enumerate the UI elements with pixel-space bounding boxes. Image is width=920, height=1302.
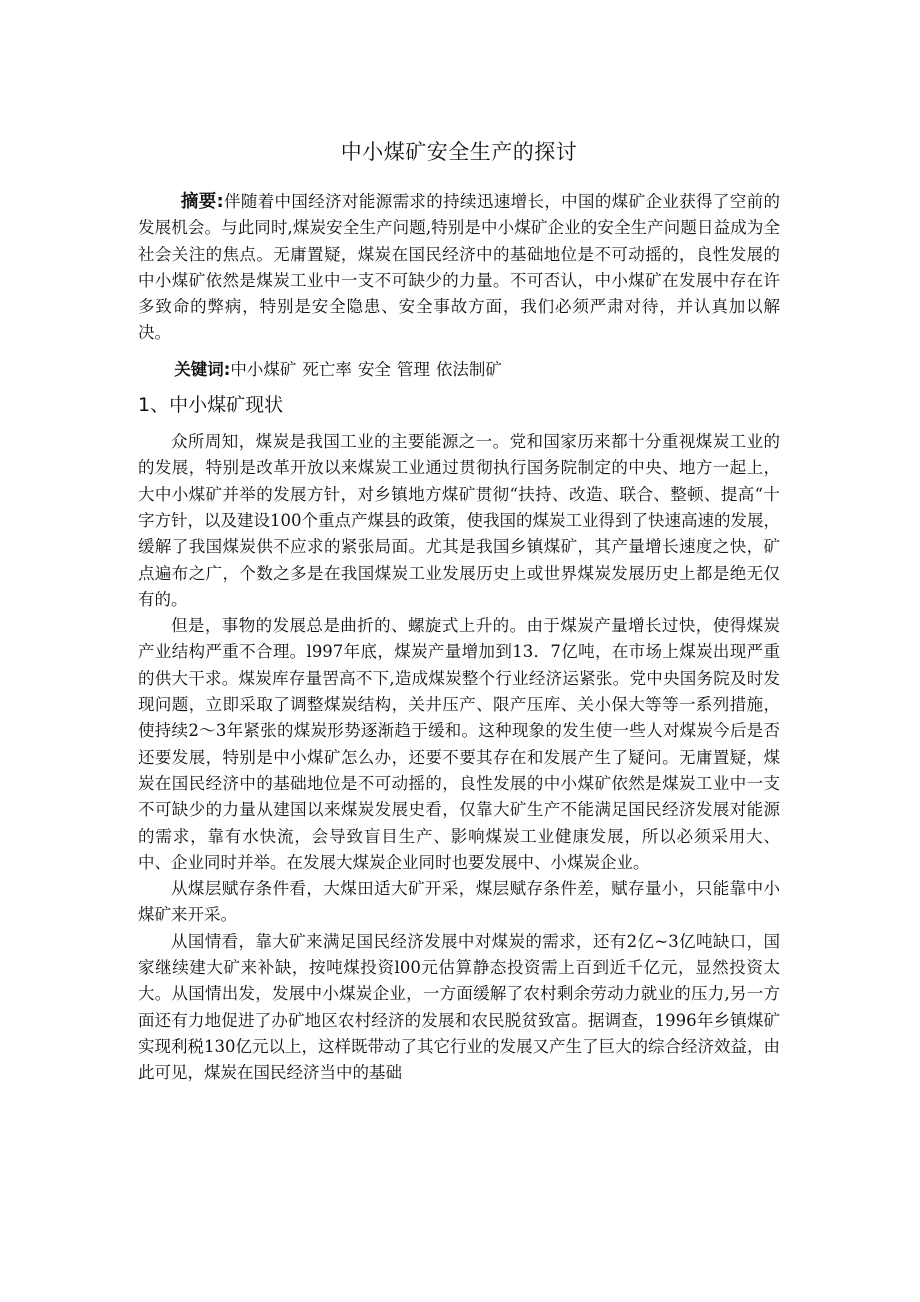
body-paragraph: 众所周知，煤炭是我国工业的主要能源之一。党和国家历来都十分重视煤炭工业的的发展，特别是改革开放以来煤炭工业通过贯彻执行国务院制定的中央、地方一起上，大中小煤矿并举的发展方针，对乡镇地方煤矿贯彻“扶持、改造、联合、整顿、提高“十字方针，以及建设100个重点产煤县的政策，使我国的煤炭工业得到了快速高速的发展，缓解了我国煤炭供不应求的紧张局面。尤其是我国乡镇煤矿，其产量增长速度之快，矿点遍布之广，个数之多是在我国煤炭工业发展历史上或世界煤炭发展历史上都是绝无仅有的。	[138, 432, 780, 609]
keyword-item: 依法制矿	[435, 359, 502, 379]
document-title: 中小煤矿安全生产的探讨	[340, 140, 578, 164]
keywords-line	[138, 357, 780, 383]
body-paragraph: 从煤层赋存条件看，大煤田适大矿开采，煤层赋存条件差，赋存量小，只能靠中小煤矿来开采。	[138, 879, 780, 925]
body-paragraph: 但是，事物的发展总是曲折的、螺旋式上升的。由于煤炭产量增长过快，使得煤炭产业结构严重不合理。l997年底，煤炭产量增加到13．7亿吨，在市场上煤炭出现严重的供大干求。煤炭库存量罟高不下,造成煤炭整个行业经济运紧张。党中央国务院及时发现问题，立即采取了调整煤炭结构，关井压产、限产压库、关小保大等等一系列措施，使持续2～3年紧张的煤炭形势逐渐趋于缓和。这种现象的发生使一些人对煤炭今后是否还要发展，特别是中小煤矿怎么办，还要不要其存在和发展产生了疑问。无庸置疑，煤炭在国民经济中的基础地位是不可动摇的，良性发展的中小煤矿依然是煤炭工业中一支不可缺少的力量从建国以来煤炭发展史看，仅靠大矿生产不能满足国民经济发展对能源的需求，靠有水快流，会导致盲目生产、影响煤炭工业健康发展，所以必须采用大、中、企业同时并举。在发展大煤炭企业同时也要发展中、小煤炭企业。	[138, 616, 780, 872]
keywords-label: 关键词:	[174, 359, 231, 379]
keyword-item: 死亡率	[302, 359, 352, 379]
body-paragraph: 从国情看，靠大矿来满足国民经济发展中对煤炭的需求，还有2亿~3亿吨缺口，国家继续建大矿来补缺，按吨煤投资l00元估算静态投资需上百到近千亿元，显然投资太大。从国情出发，发展中小煤炭企业，一方面缓解了农村剩余劳动力就业的压力,另一方面还有力地促进了办矿地区农村经济的发展和农民脱贫致富。据调查，1996年乡镇煤矿实现利税130亿元以上，这样既带动了其它行业的发展又产生了巨大的综合经济效益，由此可见，煤炭在国民经济当中的基础	[138, 931, 780, 1083]
abstract-text: 伴随着中国经济对能源需求的持续迅速增长，中国的煤矿企业获得了空前的发展机会。与此同时,煤炭安全生产问题,特别是中小煤矿企业的安全生产问题日益成为全社会关注的焦点。无庸置疑，煤炭在国民经济中的基础地位是不可动摇的，良性发展的中小煤矿依然是煤炭工业中一支不可缺少的力量。不可否认，中小煤矿在发展中存在许多致命的弊病，特别是安全隐患、安全事故方面，我们必须严肃对待，并认真加以解决。	[138, 192, 780, 343]
keyword-item: 安全	[357, 359, 391, 379]
abstract-label: 摘要:	[180, 192, 224, 212]
keyword-item: 中小煤矿	[230, 359, 297, 379]
abstract-paragraph	[138, 189, 780, 347]
keyword-item: 管理	[396, 359, 430, 379]
section-heading: 1、中小煤矿现状	[138, 394, 284, 417]
document-body	[138, 135, 780, 1087]
